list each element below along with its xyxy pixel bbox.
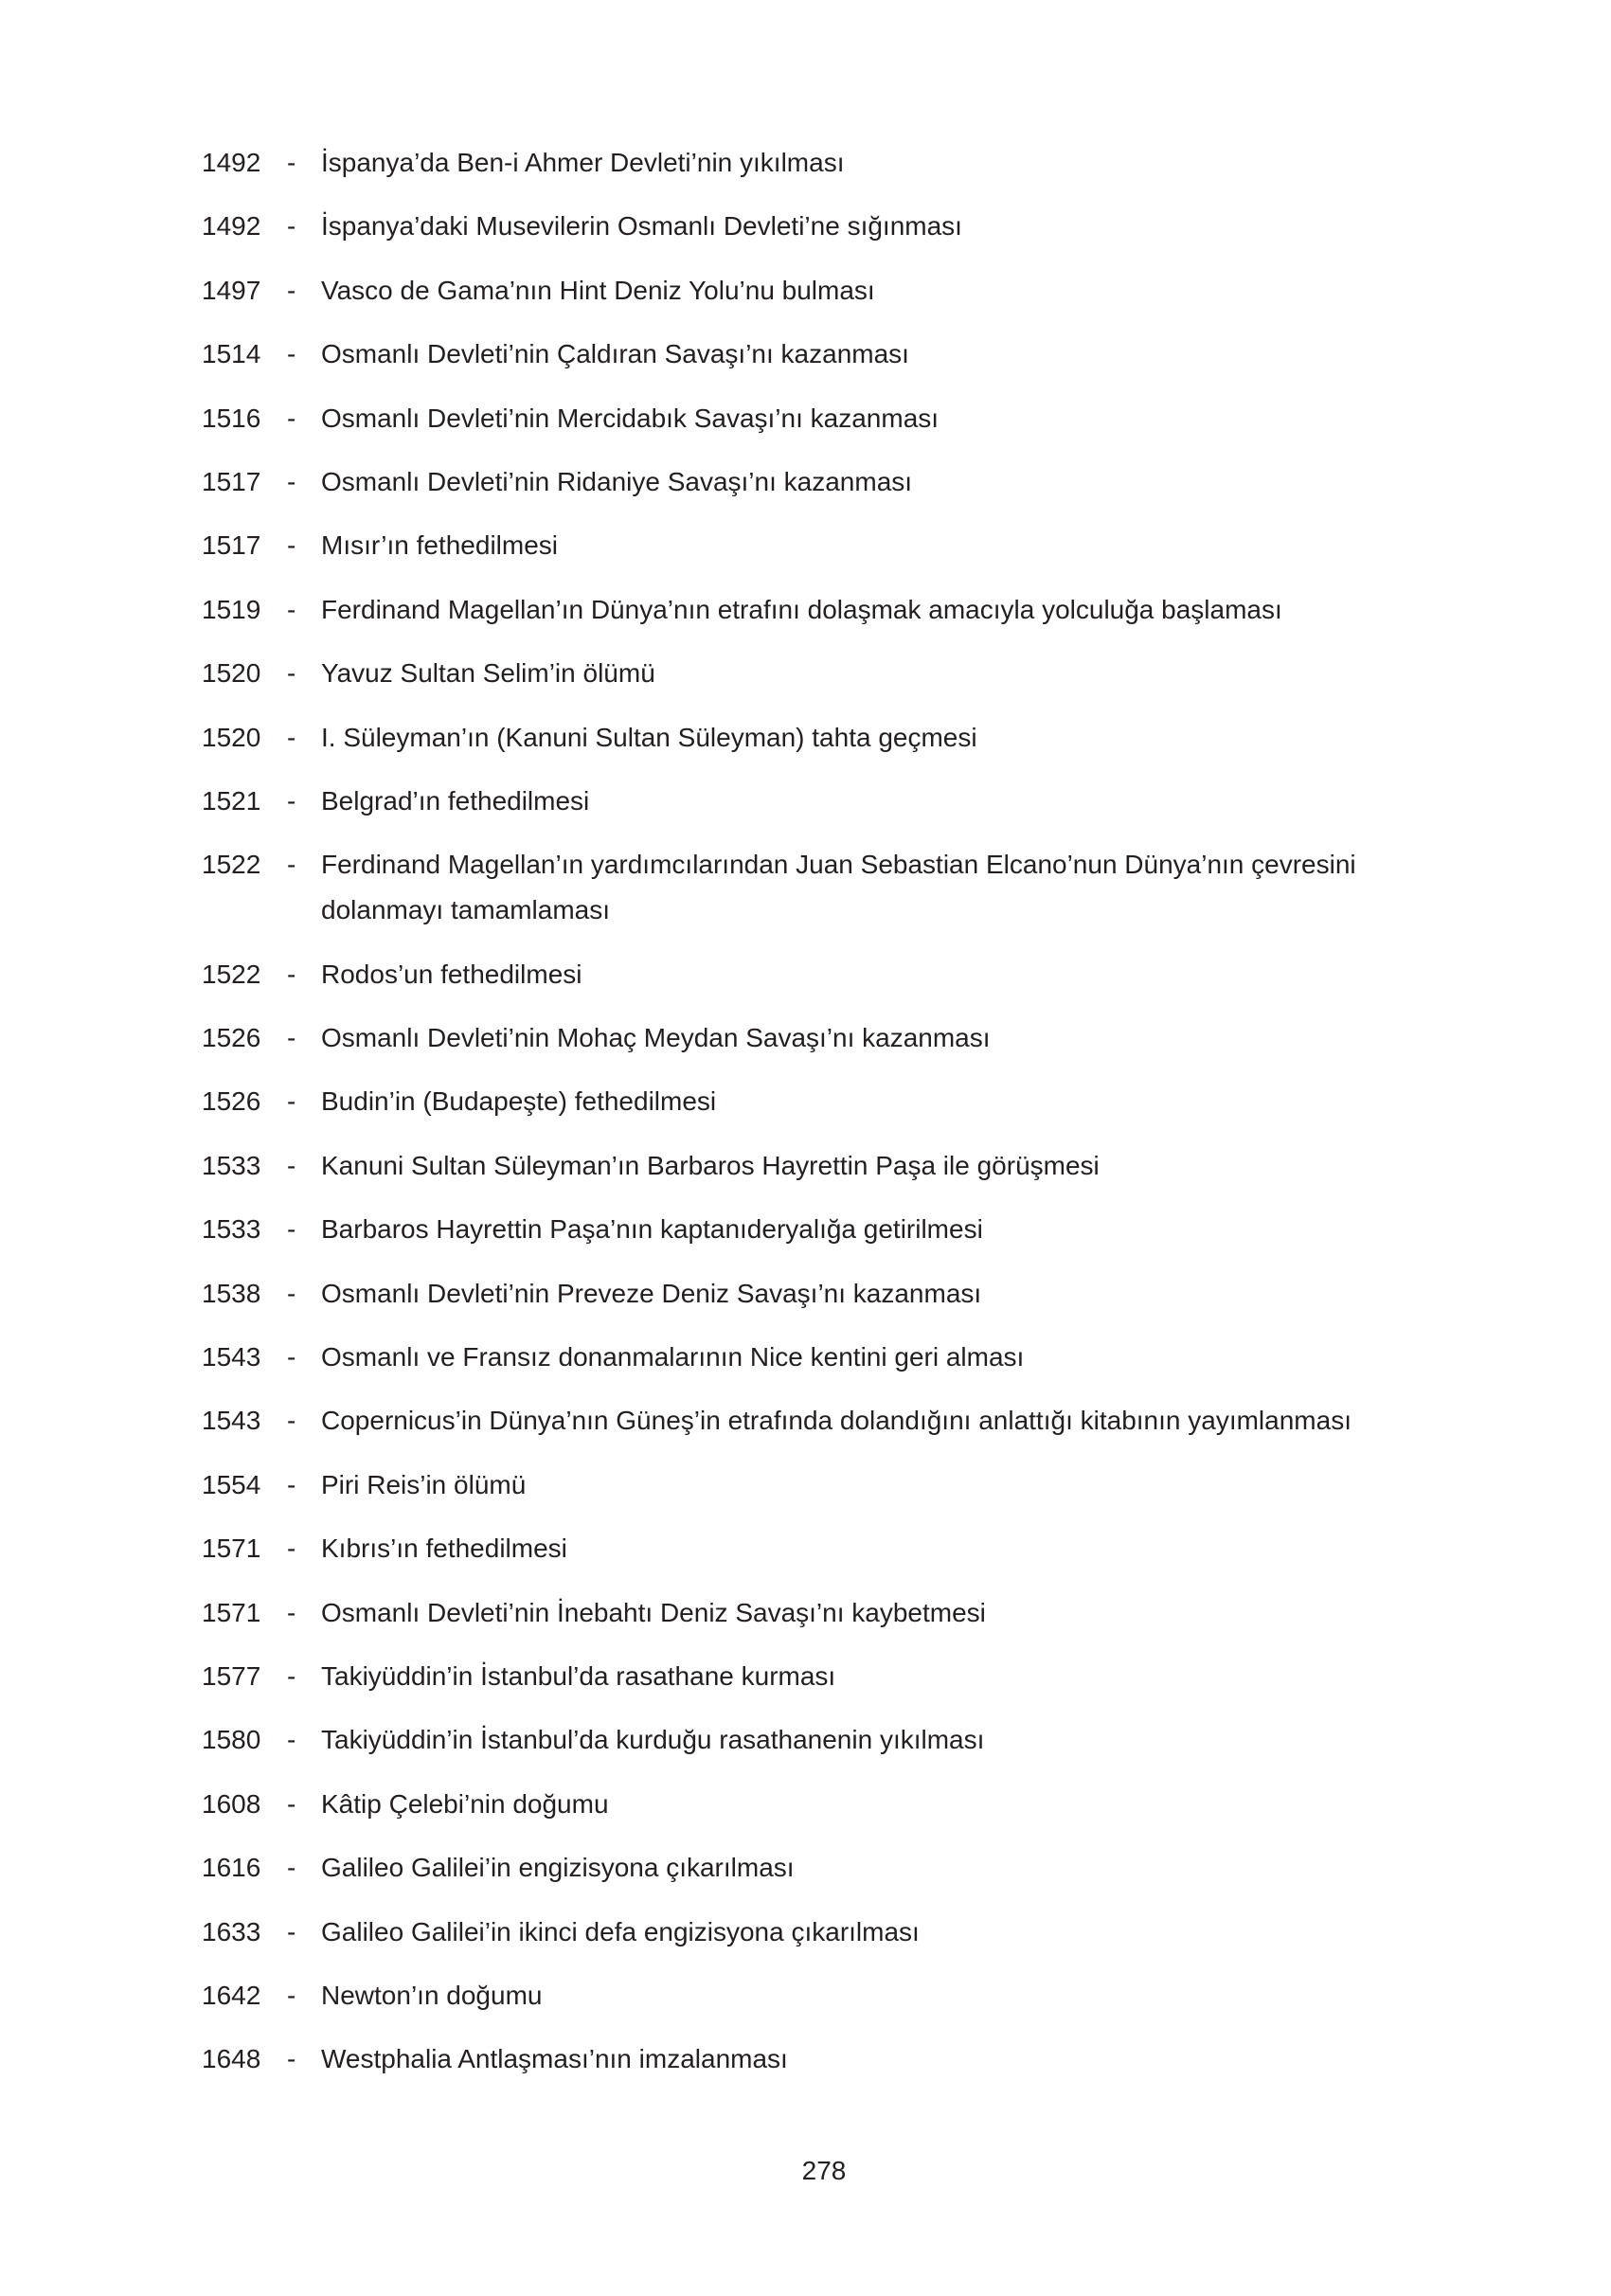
- entry-year: 1516: [202, 403, 261, 433]
- entry-dash: -: [287, 1469, 296, 1499]
- entry-text-block: [321, 1015, 991, 1061]
- entry-text: Ferdinand Magellan’ın yardımcılarından Juan Sebastian Elcano’nun Dünya’nın çevresini: [321, 850, 1356, 880]
- chronology-entry: [202, 715, 1356, 761]
- entry-text-block: [321, 651, 655, 696]
- entry-text-block: [321, 1271, 981, 1317]
- entry-year: 1571: [202, 1597, 261, 1627]
- entry-dash: -: [287, 722, 296, 752]
- entry-year: 1526: [202, 1086, 261, 1117]
- chronology-list: [202, 140, 1356, 2101]
- entry-text: Kanuni Sultan Süleyman’ın Barbaros Hayrettin Paşa ile görüşmesi: [321, 1150, 1100, 1180]
- entry-text: Rodos’un fethedilmesi: [321, 959, 582, 989]
- entry-year: 1521: [202, 785, 261, 816]
- entry-text: Piri Reis’in ölümü: [321, 1469, 527, 1499]
- entry-year: 1520: [202, 658, 261, 689]
- entry-text-block: [321, 1335, 1024, 1380]
- chronology-entry: [202, 842, 1356, 933]
- page-number: 278: [801, 2156, 847, 2185]
- entry-year: 1554: [202, 1469, 261, 1499]
- entry-text: Budin’in (Budapeşte) fethedilmesi: [321, 1086, 717, 1117]
- chronology-entry: [202, 1526, 1356, 1571]
- entry-dash: -: [287, 1660, 296, 1691]
- entry-dash: -: [287, 1342, 296, 1372]
- entry-dash: -: [287, 1597, 296, 1627]
- chronology-entry: [202, 1207, 1356, 1252]
- entry-year: 1642: [202, 1980, 261, 2010]
- entry-year: 1543: [202, 1406, 261, 1436]
- entry-year: 1497: [202, 275, 261, 305]
- entry-year: 1517: [202, 530, 261, 561]
- chronology-entry: [202, 1590, 1356, 1636]
- entry-text: Osmanlı Devleti’nin Mohaç Meydan Savaşı’nı kazanması: [321, 1023, 991, 1053]
- entry-year: 1633: [202, 1916, 261, 1946]
- entry-dash: -: [287, 211, 296, 242]
- chronology-entry: [202, 396, 1356, 441]
- entry-dash: -: [287, 1534, 296, 1564]
- entry-text-block: [321, 396, 939, 441]
- entry-text-block: [321, 1526, 567, 1571]
- entry-dash: -: [287, 1788, 296, 1819]
- entry-dash: -: [287, 658, 296, 689]
- chronology-entry: [202, 952, 1356, 997]
- entry-text: Osmanlı Devleti’nin Çaldıran Savaşı’nı kazanması: [321, 339, 909, 369]
- entry-text: Westphalia Antlaşması’nın imzalanması: [321, 2044, 788, 2074]
- entry-text: İspanya’daki Musevilerin Osmanlı Devleti’ne sığınması: [321, 211, 962, 242]
- entry-text-block: [321, 1654, 835, 1699]
- chronology-entry: [202, 459, 1356, 505]
- entry-text-block: [321, 779, 589, 824]
- entry-text: Vasco de Gama’nın Hint Deniz Yolu’nu bulması: [321, 275, 875, 305]
- entry-dash: -: [287, 148, 296, 177]
- entry-year: 1520: [202, 722, 261, 752]
- entry-text: Takiyüddin’in İstanbul’da kurduğu rasathanenin yıkılması: [321, 1725, 985, 1755]
- chronology-entry: [202, 268, 1356, 314]
- entry-year: 1522: [202, 850, 261, 880]
- entry-text: Takiyüddin’in İstanbul’da rasathane kurması: [321, 1660, 836, 1691]
- entry-year: 1533: [202, 1150, 261, 1180]
- entry-dash: -: [287, 466, 296, 496]
- entry-dash: -: [287, 1150, 296, 1180]
- entry-text-block: [321, 715, 977, 761]
- entry-dash: -: [287, 339, 296, 369]
- entry-year: 1571: [202, 1534, 261, 1564]
- chronology-entry: [202, 204, 1356, 249]
- entry-text-block: [321, 1143, 1100, 1189]
- chronology-entry: [202, 1271, 1356, 1317]
- entry-text: İspanya’da Ben-i Ahmer Devleti’nin yıkılması: [321, 148, 845, 177]
- entry-text-block: [321, 587, 1282, 633]
- entry-year: 1648: [202, 2044, 261, 2074]
- entry-text-block: [321, 1973, 542, 2018]
- entry-dash: -: [287, 2044, 296, 2074]
- chronology-entry: [202, 1015, 1356, 1061]
- entry-dash: -: [287, 1278, 296, 1308]
- entry-year: 1519: [202, 594, 261, 624]
- chronology-entry: [202, 587, 1356, 633]
- entry-dash: -: [287, 403, 296, 433]
- entry-text: Osmanlı Devleti’nin Preveze Deniz Savaşı’nı kazanması: [321, 1278, 982, 1308]
- entry-text: Osmanlı ve Fransız donanmalarının Nice kentini geri alması: [321, 1342, 1025, 1372]
- entry-dash: -: [287, 785, 296, 816]
- entry-text-block: [321, 1910, 920, 1955]
- entry-text: Newton’ın doğumu: [321, 1980, 543, 2010]
- entry-text: Galileo Galilei’in engizisyona çıkarılması: [321, 1853, 795, 1883]
- entry-year: 1543: [202, 1342, 261, 1372]
- entry-text-block: [321, 842, 1356, 933]
- entry-year: 1517: [202, 466, 261, 496]
- entry-dash: -: [287, 1406, 296, 1436]
- entry-text: Mısır’ın fethedilmesi: [321, 530, 559, 561]
- entry-year: 1580: [202, 1725, 261, 1755]
- entry-text-block: [321, 1845, 795, 1891]
- chronology-entry: [202, 1462, 1356, 1508]
- chronology-entry: [202, 1398, 1356, 1444]
- entry-year: 1616: [202, 1853, 261, 1883]
- entry-year: 1522: [202, 959, 261, 989]
- entry-text: Osmanlı Devleti’nin Ridaniye Savaşı’nı kazanması: [321, 466, 913, 496]
- chronology-entry: [202, 1845, 1356, 1891]
- entry-text-block: [321, 2036, 788, 2082]
- chronology-entry: [202, 1973, 1356, 2018]
- entry-year: 1608: [202, 1788, 261, 1819]
- entry-text-block: [321, 459, 912, 505]
- entry-text: I. Süleyman’ın (Kanuni Sultan Süleyman) tahta geçmesi: [321, 722, 977, 752]
- entry-text: Osmanlı Devleti’nin İnebahtı Deniz Savaşı’nı kaybetmesi: [321, 1597, 986, 1627]
- entry-text-continuation: dolanmayı tamamlaması: [321, 895, 611, 925]
- chronology-entry: [202, 1335, 1356, 1380]
- chronology-entry: [202, 1910, 1356, 1955]
- entry-dash: -: [287, 959, 296, 989]
- entry-text: Barbaros Hayrettin Paşa’nın kaptanıderyalığa getirilmesi: [321, 1214, 983, 1245]
- entry-dash: -: [287, 1086, 296, 1117]
- entry-text: Galileo Galilei’in ikinci defa engizisyona çıkarılması: [321, 1916, 920, 1946]
- entry-text-block: [321, 1717, 984, 1763]
- entry-text-block: [321, 1207, 983, 1252]
- entry-text-block: [321, 1462, 526, 1508]
- entry-year: 1514: [202, 339, 261, 369]
- entry-text-block: [321, 1590, 986, 1636]
- chronology-entry: [202, 1782, 1356, 1827]
- entry-year: 1538: [202, 1278, 261, 1308]
- entry-dash: -: [287, 1023, 296, 1053]
- entry-dash: -: [287, 1214, 296, 1245]
- entry-year: 1577: [202, 1660, 261, 1691]
- entry-text: Copernicus’in Dünya’nın Güneş’in etrafında dolandığını anlattığı kitabının yayımlanması: [321, 1406, 1351, 1436]
- chronology-entry: [202, 2036, 1356, 2082]
- entry-dash: -: [287, 1853, 296, 1883]
- entry-text-block: [321, 1398, 1351, 1444]
- entry-dash: -: [287, 530, 296, 561]
- entry-dash: -: [287, 1980, 296, 2010]
- entry-year: 1492: [202, 148, 261, 177]
- entry-dash: -: [287, 850, 296, 880]
- chronology-entry: [202, 651, 1356, 696]
- chronology-entry: [202, 523, 1356, 568]
- entry-text: Kâtip Çelebi’nin doğumu: [321, 1788, 609, 1819]
- chronology-entry: [202, 1079, 1356, 1124]
- entry-text-block: [321, 268, 875, 314]
- entry-text-block: [321, 523, 558, 568]
- entry-year: 1526: [202, 1023, 261, 1053]
- chronology-entry: [202, 1143, 1356, 1189]
- entry-text: Yavuz Sultan Selim’in ölümü: [321, 658, 655, 689]
- entry-text: Kıbrıs’ın fethedilmesi: [321, 1534, 567, 1564]
- entry-year: 1533: [202, 1214, 261, 1245]
- entry-text-block: [321, 1079, 716, 1124]
- chronology-entry: [202, 779, 1356, 824]
- chronology-entry: [202, 1717, 1356, 1763]
- entry-text-block: [321, 952, 582, 997]
- entry-dash: -: [287, 594, 296, 624]
- entry-year: 1492: [202, 211, 261, 242]
- entry-text-block: [321, 1782, 609, 1827]
- entry-text-block: [321, 204, 962, 249]
- entry-text: Osmanlı Devleti’nin Mercidabık Savaşı’nı kazanması: [321, 403, 940, 433]
- chronology-entry: [202, 1654, 1356, 1699]
- entry-text-block: [321, 140, 844, 186]
- entry-text-block: [321, 332, 909, 377]
- entry-dash: -: [287, 1725, 296, 1755]
- chronology-entry: [202, 140, 1356, 186]
- entry-text: Belgrad’ın fethedilmesi: [321, 785, 590, 816]
- entry-text: Ferdinand Magellan’ın Dünya’nın etrafını dolaşmak amacıyla yolculuğa başlaması: [321, 594, 1282, 624]
- entry-dash: -: [287, 275, 296, 305]
- entry-dash: -: [287, 1916, 296, 1946]
- chronology-entry: [202, 332, 1356, 377]
